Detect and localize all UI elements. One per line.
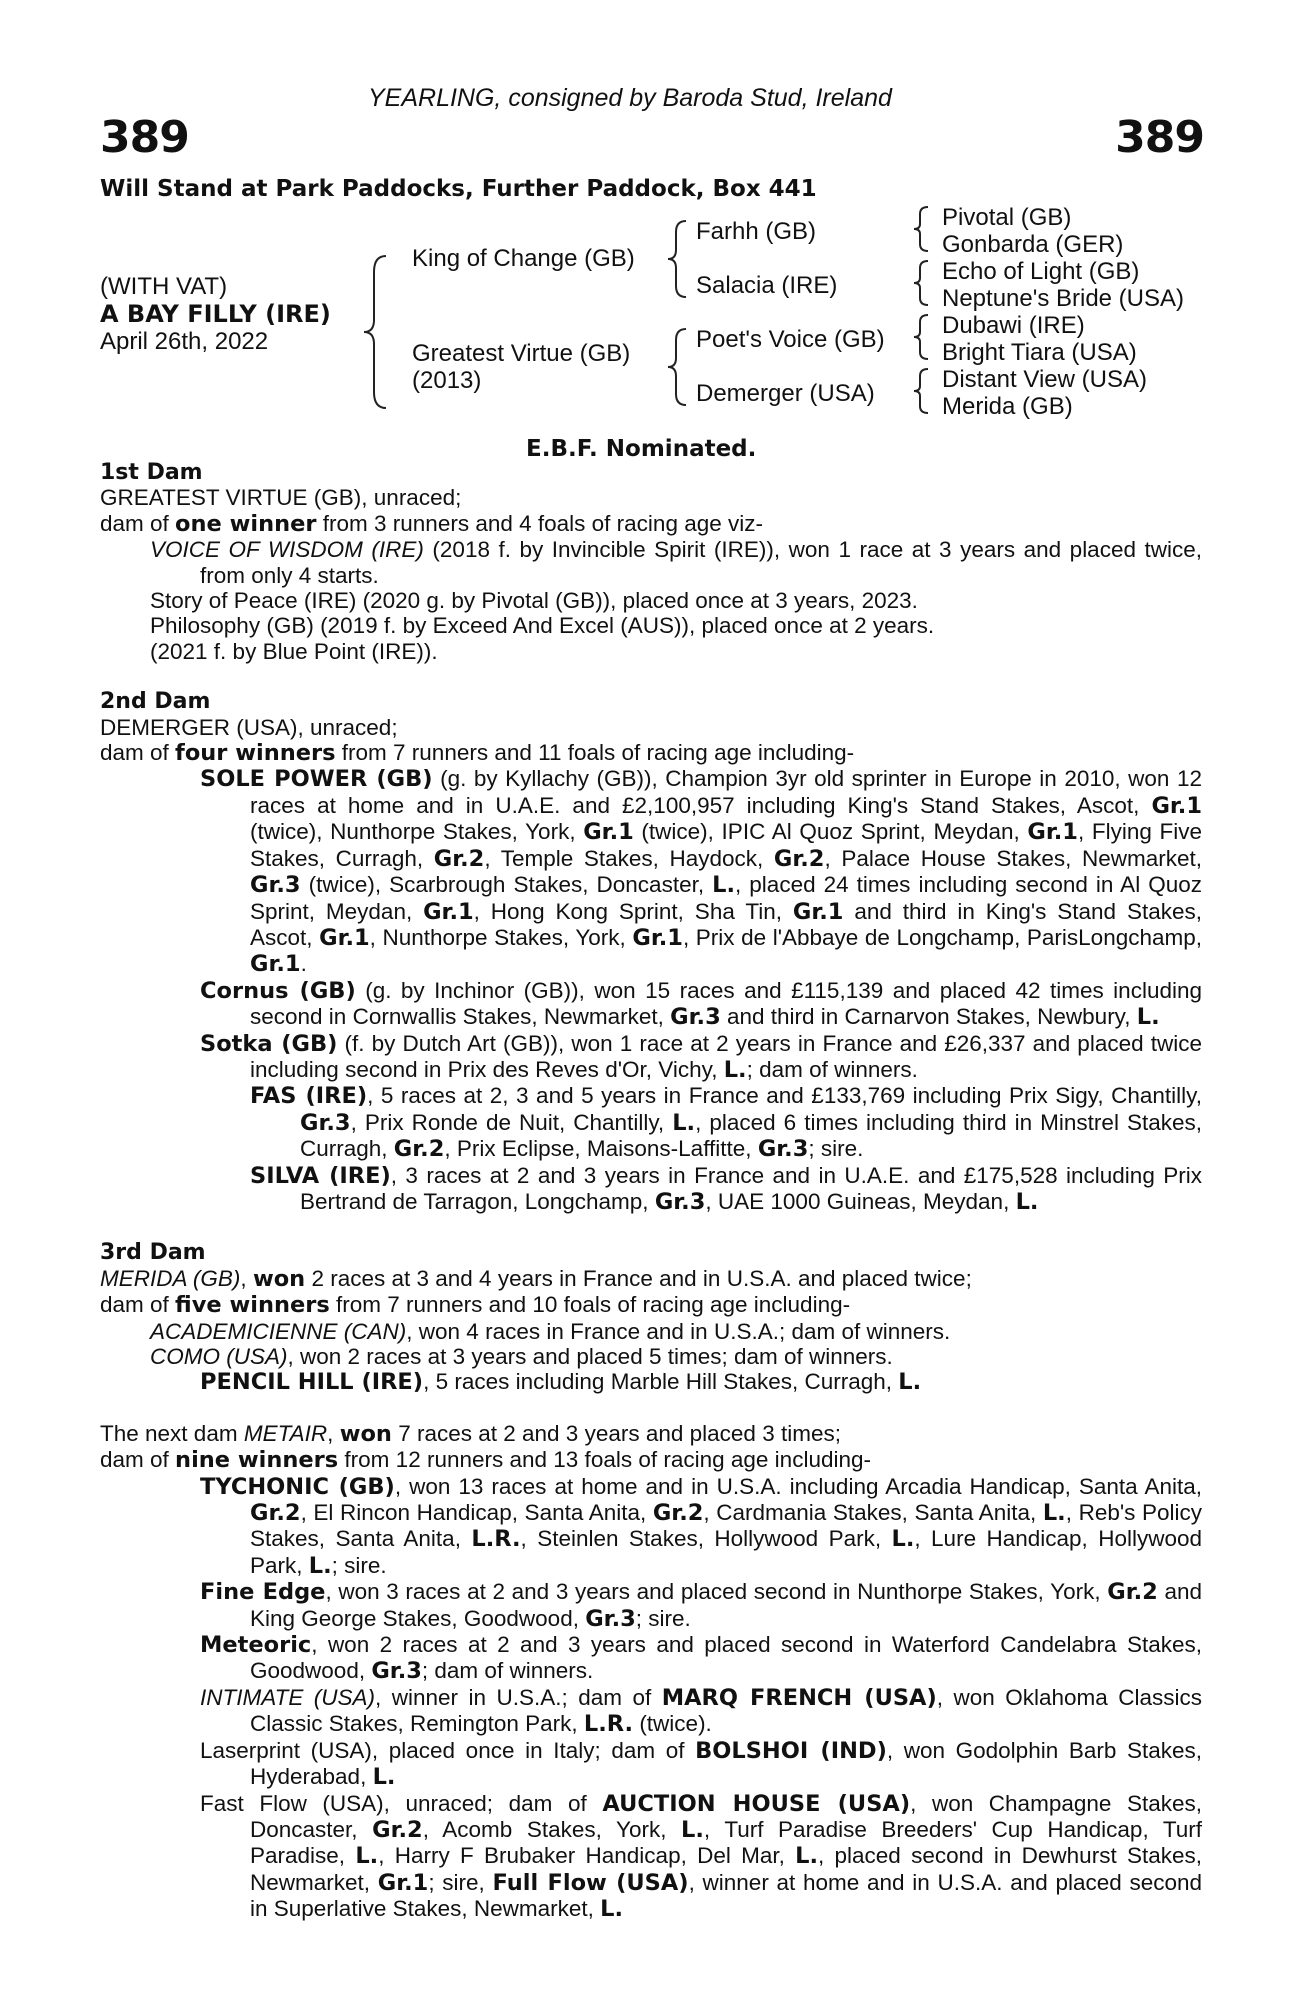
- pedigree-brace-dam: [664, 326, 690, 408]
- first-dam-heading: 1st Dam: [100, 460, 203, 485]
- first-dam-line: GREATEST VIRTUE (GB), unraced;: [100, 485, 462, 511]
- grandproduce-fas: FAS (IRE), 5 races at 2, 3 and 5 years in France and £133,769 including Prix Sigy, Chantilly, Gr.3, Prix Ronde de Nuit, Chantilly, L., placed 6 times including third in Minstrel Stakes, Curragh, Gr.2, Prix Eclipse, Maisons-Laffitte, Gr.3; sire.: [250, 1083, 1203, 1163]
- second-dam-line: DEMERGER (USA), unraced;: [100, 714, 398, 740]
- sire-dam: Salacia (IRE): [696, 272, 838, 299]
- pedigree-brace-main: [360, 252, 390, 412]
- dam-dam: Demerger (USA): [696, 380, 875, 407]
- ssd: Gonbarda (GER): [942, 231, 1124, 258]
- produce-fine-edge: Fine Edge, won 3 races at 2 and 3 years and placed second in Nunthorpe Stakes, York, Gr.2 and King George Stakes, Goodwood, Gr.3; sire.: [200, 1579, 1202, 1632]
- dsd: Bright Tiara (USA): [942, 339, 1137, 366]
- sss: Pivotal (GB): [942, 204, 1072, 231]
- sds: Echo of Light (GB): [942, 258, 1140, 285]
- grandproduce-intimate: INTIMATE (USA), winner in U.S.A.; dam of MARQ FRENCH (USA), won Oklahoma Classics Classic Stakes, Remington Park, L.R. (twice).: [200, 1684, 1203, 1738]
- produce-sole-power: SOLE POWER (GB) (g. by Kyllachy (GB)), Champion 3yr old sprinter in Europe in 2010, won 12 races at home and in U.A.E. and £2,100,957 including King's Stand Stakes, Ascot, Gr.1 (twice), Nunthorpe Stakes, York, Gr.1 (twice), IPIC Al Quoz Sprint, Meydan, Gr.1, Flying Five Stakes, Curragh, Gr.2, Temple Stakes, Haydock, Gr.2, Palace House Stakes, Newmarket, Gr.3 (twice), Scarbrough Stakes, Doncaster, L., placed 24 times including second in Al Quoz Sprint, Meydan, Gr.1, Hong Kong Sprint, Sha Tin, Gr.1 and third in King's Stand Stakes, Ascot, Gr.1, Nunthorpe Stakes, York, Gr.1, Prix de l'Abbaye de Longchamp, ParisLongchamp, Gr.1.: [200, 766, 1203, 978]
- consignment-line: YEARLING, consigned by Baroda Stud, Ireland: [368, 84, 892, 112]
- ddd: Merida (GB): [942, 393, 1073, 420]
- produce-meteoric: Meteoric, won 2 races at 2 and 3 years and placed second in Waterford Candelabra Stakes, Goodwood, Gr.3; dam of winners.: [200, 1632, 1202, 1685]
- produce-cornus: Cornus (GB) (g. by Inchinor (GB)), won 15 races and £115,139 and placed 42 times including second in Cornwallis Stakes, Newmarket, Gr.3 and third in Carnarvon Stakes, Newbury, L.: [200, 977, 1202, 1031]
- produce-2021-filly: (2021 f. by Blue Point (IRE)).: [150, 638, 438, 664]
- grandproduce-silva: SILVA (IRE), 3 races at 2 and 3 years in France and in U.A.E. and £175,528 including Prix Bertrand de Tarragon, Longchamp, Gr.3, UAE 1000 Guineas, Meydan, L.: [250, 1162, 1202, 1215]
- pedigree-brace-ds: [910, 312, 932, 362]
- stand-location: Will Stand at Park Paddocks, Further Paddock, Box 441: [100, 176, 817, 202]
- next-dam-produce-line: dam of nine winners from 12 runners and 13 foals of racing age including-: [100, 1447, 871, 1474]
- pedigree-brace-sd: [910, 258, 932, 308]
- second-dam-heading: 2nd Dam: [100, 689, 211, 715]
- pedigree-brace-dd: [910, 366, 932, 416]
- produce-tychonic: TYCHONIC (GB), won 13 races at home and in U.S.A. including Arcadia Handicap, Santa Anita, Gr.2, El Rincon Handicap, Santa Anita, Gr.2, Cardmania Stakes, Santa Anita, L., Reb's Policy Stakes, Santa Anita, L.R., Steinlen Stakes, Hollywood Park, L., Lure Handicap, Hollywood Park, L.; sire.: [200, 1473, 1203, 1579]
- third-dam-heading: 3rd Dam: [100, 1240, 206, 1266]
- first-dam-produce-line: dam of one winner from 3 runners and 4 foals of racing age viz-: [100, 510, 763, 537]
- lot-number-left: 389: [100, 112, 189, 163]
- foaling-date: April 26th, 2022: [100, 328, 269, 355]
- catalogue-text: [100, 460, 1202, 1923]
- ebf-nomination: E.B.F. Nominated.: [526, 436, 757, 462]
- produce-sotka: Sotka (GB) (f. by Dutch Art (GB)), won 1 race at 2 years in France and £26,337 and placed twice including second in Prix des Reves d'Or, Vichy, L.; dam of winners.: [200, 1030, 1202, 1083]
- grandproduce-pencil-hill: PENCIL HILL (IRE), 5 races including Marble Hill Stakes, Curragh, L.: [200, 1369, 922, 1396]
- dam-name: Greatest Virtue (GB): [412, 340, 631, 367]
- dam-year: (2013): [412, 367, 482, 394]
- second-dam-produce-line: dam of four winners from 7 runners and 11 foals of racing age including-: [100, 740, 855, 767]
- dss: Dubawi (IRE): [942, 312, 1085, 339]
- produce-philosophy: Philosophy (GB) (2019 f. by Exceed And Excel (AUS)), placed once at 2 years.: [150, 613, 935, 639]
- lot-number-right: 389: [1115, 112, 1204, 163]
- produce-story-of-peace: Story of Peace (IRE) (2020 g. by Pivotal (GB)), placed once at 3 years, 2023.: [150, 588, 918, 614]
- grandproduce-laserprint: Laserprint (USA), placed once in Italy; dam of BOLSHOI (IND), won Godolphin Barb Stakes, Hyderabad, L.: [200, 1737, 1202, 1791]
- dds: Distant View (USA): [942, 366, 1147, 393]
- produce-como: COMO (USA), won 2 races at 3 years and placed 5 times; dam of winners.: [150, 1344, 893, 1369]
- third-dam-line: MERIDA (GB), won 2 races at 3 and 4 years in France and in U.S.A. and placed twice;: [100, 1265, 972, 1292]
- next-dam-line: The next dam METAIR, won 7 races at 2 and 3 years and placed 3 times;: [100, 1420, 841, 1447]
- produce-academicienne: ACADEMICIENNE (CAN), won 4 races in France and in U.S.A.; dam of winners.: [150, 1318, 951, 1344]
- sdd: Neptune's Bride (USA): [942, 285, 1185, 312]
- grandproduce-fast-flow: Fast Flow (USA), unraced; dam of AUCTION HOUSE (USA), won Champagne Stakes, Doncaster, Gr.2, Acomb Stakes, York, L., Turf Paradise Breeders' Cup Handicap, Turf Paradise, L., Harry F Brubaker Handicap, Del Mar, L., placed second in Dewhurst Stakes, Newmarket, Gr.1; sire, Full Flow (USA), winner at home and in U.S.A. and placed second in Superlative Stakes, Newmarket, L.: [200, 1790, 1203, 1923]
- pedigree-brace-sire: [664, 218, 690, 300]
- produce-voice-of-wisdom: VOICE OF WISDOM (IRE) (2018 f. by Invincible Spirit (IRE)), won 1 race at 3 years and placed twice, from only 4 starts.: [150, 537, 1203, 588]
- third-dam-produce-line: dam of five winners from 7 runners and 10 foals of racing age including-: [100, 1292, 851, 1319]
- horse-name: A BAY FILLY (IRE): [100, 300, 331, 328]
- sire-sire: Farhh (GB): [696, 218, 817, 245]
- vat-note: (WITH VAT): [100, 273, 228, 300]
- dam-sire: Poet's Voice (GB): [696, 326, 885, 353]
- pedigree-brace-ss: [910, 204, 932, 254]
- sire-name: King of Change (GB): [412, 245, 635, 272]
